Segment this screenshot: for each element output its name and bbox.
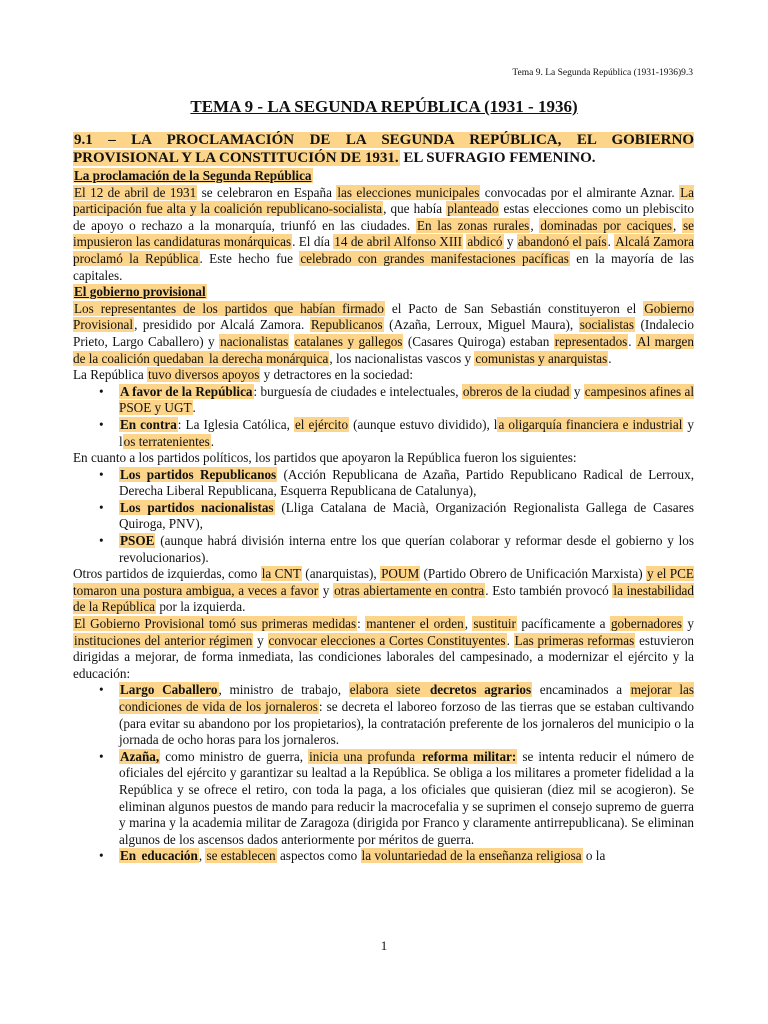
text: y xyxy=(319,582,334,598)
text: , que había xyxy=(383,201,447,217)
highlight: mantener el orden xyxy=(366,616,464,632)
highlight: campesinos afines al PSOE y UGT xyxy=(119,383,694,416)
highlight: planteado xyxy=(447,201,499,217)
text: (Indalecio Prieto, Largo Caballero) y xyxy=(73,317,694,349)
text: , ministro de trabajo, xyxy=(218,682,349,698)
text: (aunque estuvo dividido), l xyxy=(349,416,498,432)
text: : xyxy=(357,616,366,632)
highlight: Los partidos nacionalistas xyxy=(120,499,274,515)
text: : se decreta el laboreo forzoso de las tierras que se estaban cultivando (para evitar su abandono por los propietarios), la contratación preferente de los jornaleros del municipio o la jornada de ocho horas para los jornaleros. xyxy=(119,699,694,748)
highlight: En las zonas rurales xyxy=(416,217,530,233)
list-item xyxy=(119,533,694,566)
highlight: 14 de abril Alfonso XIII xyxy=(334,234,462,250)
paragraph-izquierdas xyxy=(73,566,694,616)
text: , xyxy=(198,848,206,864)
text: , xyxy=(672,217,683,233)
highlight: representados xyxy=(554,333,628,349)
text: (aunque habrá división interna entre los que querían colaborar y reformar desde el gobierno y los revolucionarios). xyxy=(119,533,694,565)
text: . xyxy=(607,234,615,250)
highlight: Al margen de la coalición quedaban xyxy=(73,333,694,366)
highlight: catalanes y gallegos xyxy=(294,333,403,349)
highlight: socialistas xyxy=(579,317,634,333)
text: (anarquistas), xyxy=(301,566,381,582)
highlight: Alcalá Zamora proclamó la República xyxy=(73,234,695,266)
page-number: 1 xyxy=(380,938,388,953)
highlight: sustituir xyxy=(473,616,516,632)
highlight: se establecen xyxy=(206,848,276,864)
highlight: abandonó el país xyxy=(517,234,607,250)
highlight: 9.1 – LA PROCLAMACIÓN DE LA SEGUNDA REPÚBLICA, EL GOBIERNO PROVISIONAL Y LA CONSTITUCIÓN DE 1931. xyxy=(73,132,694,166)
text: , xyxy=(530,217,540,233)
text: . Este hecho fue xyxy=(199,250,300,266)
list-reformas xyxy=(73,682,694,865)
text: y xyxy=(570,383,584,399)
text: . xyxy=(628,333,637,349)
text: y xyxy=(503,234,517,250)
section-heading xyxy=(73,132,694,167)
text: (Acción Republicana de Azaña, Partido Republicano Radical de Lerroux, Derecha Liberal Republicana, Esquerra Republicana de Catalunya), xyxy=(119,466,694,499)
text: , xyxy=(464,616,473,632)
highlight: decretos agrarios xyxy=(429,682,532,698)
document-title: TEMA 9 - LA SEGUNDA REPÚBLICA (1931 - 1936) xyxy=(190,97,578,116)
highlight: el ejército xyxy=(294,416,349,432)
text xyxy=(289,334,293,349)
text: La República xyxy=(73,367,147,383)
subheading-proclamacion xyxy=(73,168,694,185)
text: el Pacto de San Sebastián constituyeron el xyxy=(384,300,644,316)
highlight: la inestabilidad de la República xyxy=(73,582,695,615)
paragraph-gobierno xyxy=(73,301,694,367)
text: , los nacionalistas vascos y xyxy=(329,350,475,366)
text: . xyxy=(192,400,196,416)
text: , presidido por Alcalá Zamora. xyxy=(134,317,310,333)
text: por la izquierda. xyxy=(156,599,246,615)
highlight: Republicanos xyxy=(310,317,383,333)
highlight: las elecciones municipales xyxy=(337,184,480,200)
subheading-gobierno xyxy=(73,284,694,301)
highlight: El Gobierno Provisional tomó sus primeras medidas xyxy=(74,616,357,632)
highlight: A favor de la República xyxy=(120,383,253,399)
highlight: Los partidos Republicanos xyxy=(120,466,277,482)
highlight: En contra xyxy=(120,416,177,432)
text: convocadas por el almirante Aznar. xyxy=(480,184,680,200)
highlight: Azaña, xyxy=(120,748,160,764)
text: en la mayoría de las capitales. xyxy=(73,250,694,283)
running-header: Tema 9. La Segunda República (1931-1936)9.3 xyxy=(512,68,693,78)
highlight: abdicó xyxy=(467,234,503,250)
list-item xyxy=(119,467,694,500)
highlight: Las primeras reformas xyxy=(514,632,635,648)
highlight: la voluntariedad de la enseñanza religiosa xyxy=(361,848,582,864)
text: (Azaña, Lerroux, Miguel Maura), xyxy=(383,317,579,333)
highlight: elabora siete xyxy=(349,682,428,698)
text: (Casares Quiroga) estaban xyxy=(403,333,554,349)
text: . xyxy=(210,433,215,449)
text: . xyxy=(608,350,612,366)
text: . El día xyxy=(292,234,334,250)
highlight: obreros de la ciudad xyxy=(462,383,570,399)
list-item xyxy=(119,500,694,533)
highlight: nacionalistas xyxy=(220,333,289,349)
text: (Partido Obrero de Unificación Marxista) xyxy=(420,566,647,582)
text: o la xyxy=(582,848,606,864)
highlight: El 12 de abril de 1931 xyxy=(74,184,197,200)
highlight: Los representantes de los partidos que habían firmado xyxy=(74,300,384,316)
highlight: Gobierno Provisional xyxy=(73,300,694,333)
paragraph-apoyos xyxy=(73,367,694,384)
text: y l xyxy=(119,416,694,449)
highlight: En xyxy=(120,848,140,864)
highlight: celebrado con grandes manifestaciones pacíficas xyxy=(300,250,569,266)
highlight: mejorar las condiciones de vida de los jornaleros xyxy=(119,682,694,714)
text: . Esto también provocó xyxy=(485,582,613,598)
highlight: educación xyxy=(141,848,198,864)
text: como ministro de guerra, xyxy=(160,748,309,764)
highlight: reforma militar: xyxy=(422,748,517,764)
text: se celebraron en España xyxy=(197,184,337,200)
list-item xyxy=(119,848,694,865)
list-apoyos xyxy=(73,384,694,450)
text: aspectos como xyxy=(276,848,361,864)
highlight: y el PCE tomaron una postura ambigua, a veces a favor xyxy=(73,566,694,598)
highlight: a oligarquía financiera e industrial xyxy=(498,416,683,432)
highlight: La participación fue alta y la coalición republicano-socialista xyxy=(73,184,695,217)
highlight: Largo Caballero xyxy=(120,682,218,698)
text: Otros partidos de izquierdas, como xyxy=(73,566,261,582)
section-heading-rest: EL SUFRAGIO FEMENINO. xyxy=(399,149,596,166)
highlight: inicia una profunda xyxy=(309,748,421,764)
text: y xyxy=(253,632,268,648)
text: (Lliga Catalana de Macià, Organización Regionalista Gallega de Casares Quiroga, PNV), xyxy=(119,499,694,532)
highlight: dominadas por caciques xyxy=(540,217,672,233)
highlight: convocar elecciones a Cortes Constituyentes xyxy=(268,632,506,648)
highlight: tuvo diversos apoyos xyxy=(147,367,260,383)
highlight: PSOE xyxy=(120,533,155,549)
highlight: la CNT xyxy=(261,566,301,582)
list-item xyxy=(119,384,694,417)
list-item xyxy=(119,682,694,748)
paragraph-medidas xyxy=(73,616,694,682)
text: pacíficamente a xyxy=(516,616,610,632)
text: y detractores en la sociedad: xyxy=(260,367,414,383)
paragraph-proclamacion xyxy=(73,185,694,285)
document-body xyxy=(73,132,694,865)
highlight: El gobierno provisional xyxy=(74,284,206,300)
list-item xyxy=(119,417,694,450)
highlight: se impusieron las candidaturas monárquicas xyxy=(73,217,695,250)
highlight: comunistas y anarquistas xyxy=(475,350,608,366)
highlight: gobernadores xyxy=(610,616,682,632)
highlight: POUM xyxy=(381,566,420,582)
text: encaminados a xyxy=(532,682,630,698)
list-item xyxy=(119,749,694,849)
highlight: la derecha monárquica xyxy=(205,350,329,366)
highlight: os terratenientes xyxy=(123,433,210,449)
highlight: instituciones del anterior régimen xyxy=(74,632,253,648)
text: : burguesía de ciudades e intelectuales, xyxy=(253,383,462,399)
text: se intenta reducir el número de oficiales del ejército y garantizar su lealtad a la República. Se obliga a los militares a prometer fidelidad a la República y se ofrece el retiro, con toda la paga, a los oficiales que quisieran (diez mil se acogieron). Se eliminan algunos puestos de mando para reducir la macrocefalia y se suprimen el consejo supremo de guerra y marina y la academia militar de Zaragoza (dirigida por Franco y claramente antirrepublicana). Se eliminan algunos de los ascensos dados anteriormente por méritos de guerra. xyxy=(119,748,694,847)
text: y xyxy=(683,616,695,632)
paragraph-partidos: En cuanto a los partidos políticos, los partidos que apoyaron la República fueron los siguientes: xyxy=(73,450,577,466)
highlight: La proclamación de la Segunda República xyxy=(74,168,312,183)
text: estas elecciones como un plebiscito de apoyo o rechazo a la monarquía, triunfó en las ciudades. xyxy=(73,201,694,233)
list-partidos xyxy=(73,467,694,567)
text: : La Iglesia Católica, xyxy=(177,416,294,432)
text: . xyxy=(506,632,514,648)
text: estuvieron dirigidas a mejorar, de forma inmediata, las condiciones laborales del campesinado, a modernizar el ejército y la educación: xyxy=(73,632,695,681)
highlight: otras abiertamente en contra xyxy=(334,582,485,598)
